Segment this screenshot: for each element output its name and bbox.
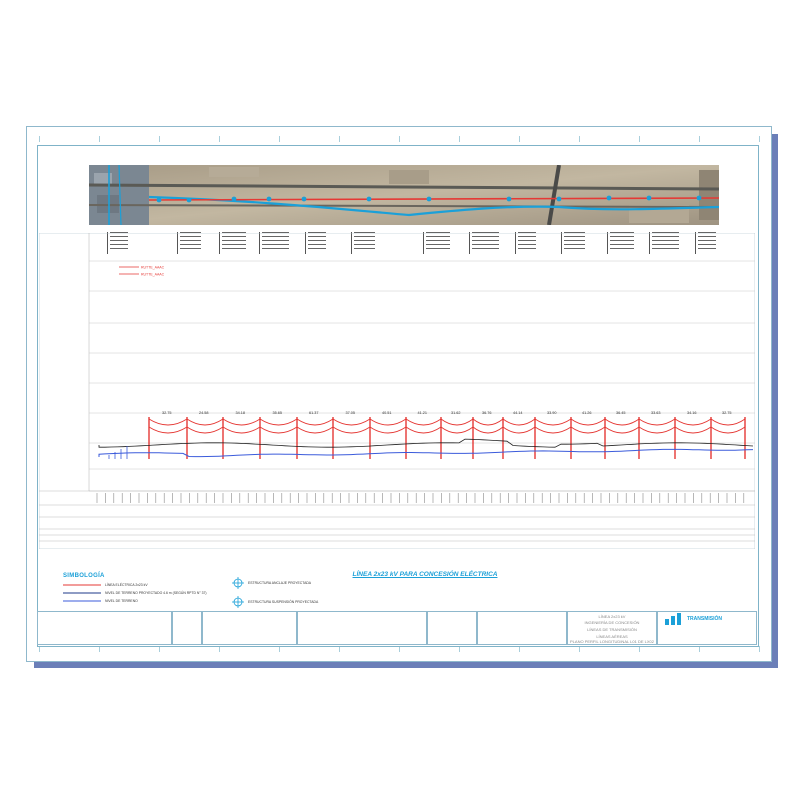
ruler-tick	[99, 136, 101, 142]
bottom-ruler	[37, 646, 757, 654]
legend-item-terrain: NIVEL DE TERRENO	[105, 599, 138, 603]
conductor-span	[473, 427, 503, 433]
ruler-tick	[339, 136, 341, 142]
conductor-span	[711, 427, 745, 433]
conductor-span	[260, 419, 297, 425]
tb-line5: PLANO PERFIL LONGITUDINAL L01 DE LX02	[570, 639, 654, 644]
conductor-span	[605, 419, 639, 425]
conductor-span	[149, 419, 187, 425]
span-distance-label: 32.75	[722, 411, 732, 415]
span-distance-label: 24.58	[199, 411, 209, 415]
conductor-span	[187, 427, 223, 433]
curve-legend-label: RUTTE_AAAC	[141, 265, 165, 270]
ruler-tick	[219, 136, 221, 142]
legend-swatches	[63, 583, 103, 613]
profile-plot	[39, 233, 755, 549]
conductor-span	[639, 419, 675, 425]
span-distance-label: 33.63	[651, 411, 661, 415]
legend-item-projected-terrain: NIVEL DE TERRENO PROYECTADO 4.6 m (SEGÚN RPTD N° 37)	[105, 591, 207, 595]
span-distance-label: 61.37	[309, 411, 319, 415]
span-distance-label: 33.90	[547, 411, 557, 415]
conductor-span	[535, 427, 571, 433]
company-logo-icon	[663, 613, 685, 625]
structure-symbols	[231, 576, 245, 614]
projected-terrain-line	[99, 439, 753, 447]
span-distance-label: 31.62	[451, 411, 461, 415]
company-logo-text: TRANSMISIÓN	[687, 616, 722, 622]
conductor-span	[333, 419, 370, 425]
conductor-span	[535, 419, 571, 425]
tb-line3: LÍNEAS DE TRANSMISIÓN	[587, 627, 637, 632]
longitudinal-profile	[39, 233, 755, 549]
conductor-span	[711, 419, 745, 425]
conductor-span	[605, 427, 639, 433]
conductor-span	[675, 419, 711, 425]
tb-line1: LÍNEA 2x23 kV	[598, 614, 626, 619]
legend-anchor-structure: ESTRUCTURA ANCLAJE PROYECTADA	[248, 581, 312, 585]
legend-title: SIMBOLOGÍA	[63, 573, 105, 579]
ruler-tick	[759, 136, 761, 142]
drawing-title: LÍNEA 2x23 kV PARA CONCESIÓN ELÉCTRICA	[352, 571, 498, 578]
ruler-tick	[579, 136, 581, 142]
ruler-tick	[519, 136, 521, 142]
conductor-span	[223, 427, 260, 433]
tb-line4: LÍNEAS AÉREAS	[596, 634, 628, 639]
ruler-tick	[699, 136, 701, 142]
span-distance-label: 41.21	[417, 411, 428, 415]
legend-suspension-structure: ESTRUCTURA SUSPENSIÓN PROYECTADA	[248, 600, 319, 604]
ruler-tick	[399, 136, 401, 142]
conductor-span	[571, 419, 605, 425]
conductor-span	[406, 419, 441, 425]
conductor-span	[571, 427, 605, 433]
span-distance-label: 32.75	[162, 411, 172, 415]
tb-line2: INGENIERÍA DE CONCESIÓN	[584, 620, 640, 625]
span-distance-label: 34.18	[235, 411, 246, 415]
conductor-span	[441, 419, 473, 425]
terrain-line	[99, 449, 753, 457]
top-ruler	[37, 136, 757, 144]
ruler-tick	[159, 136, 161, 142]
conductor-span	[370, 419, 406, 425]
conductor-span	[473, 419, 503, 425]
conductor-span	[333, 427, 370, 433]
title-block	[37, 611, 757, 645]
span-distance-label: 36.76	[482, 411, 492, 415]
ruler-tick	[279, 136, 281, 142]
conductor-span	[441, 427, 473, 433]
legend-item-line: LÍNEA ELÉCTRICA 2x23 kV	[105, 583, 148, 587]
ruler-tick	[39, 136, 41, 142]
curve-legend-label: RUTTE_AAAC	[141, 272, 165, 277]
ruler-tick	[639, 136, 641, 142]
ruler-tick	[759, 646, 761, 652]
conductor-span	[675, 427, 711, 433]
conductor-span	[297, 419, 333, 425]
span-distance-label: 36.45	[616, 411, 626, 415]
conductor-span	[406, 427, 441, 433]
span-distance-label: 34.16	[687, 411, 697, 415]
conductor-span	[370, 427, 406, 433]
conductor-span	[149, 427, 187, 433]
span-distance-label: 40.51	[382, 411, 392, 415]
conductor-span	[639, 427, 675, 433]
profile-frame	[39, 233, 755, 549]
span-distance-label: 35.65	[272, 411, 283, 415]
conductor-span	[260, 427, 297, 433]
conductor-span	[297, 427, 333, 433]
span-distance-label: 41.26	[582, 411, 592, 415]
conductor-span	[503, 419, 535, 425]
drawing-sheet	[26, 126, 772, 662]
ruler-tick	[459, 136, 461, 142]
aerial-photo	[89, 165, 719, 225]
span-distance-label: 37.05	[345, 411, 356, 415]
conductor-span	[187, 419, 223, 425]
conductor-span	[223, 419, 260, 425]
conductor-span	[503, 427, 535, 433]
aerial-photo-strip	[89, 165, 719, 225]
span-distance-label: 44.14	[513, 411, 523, 415]
